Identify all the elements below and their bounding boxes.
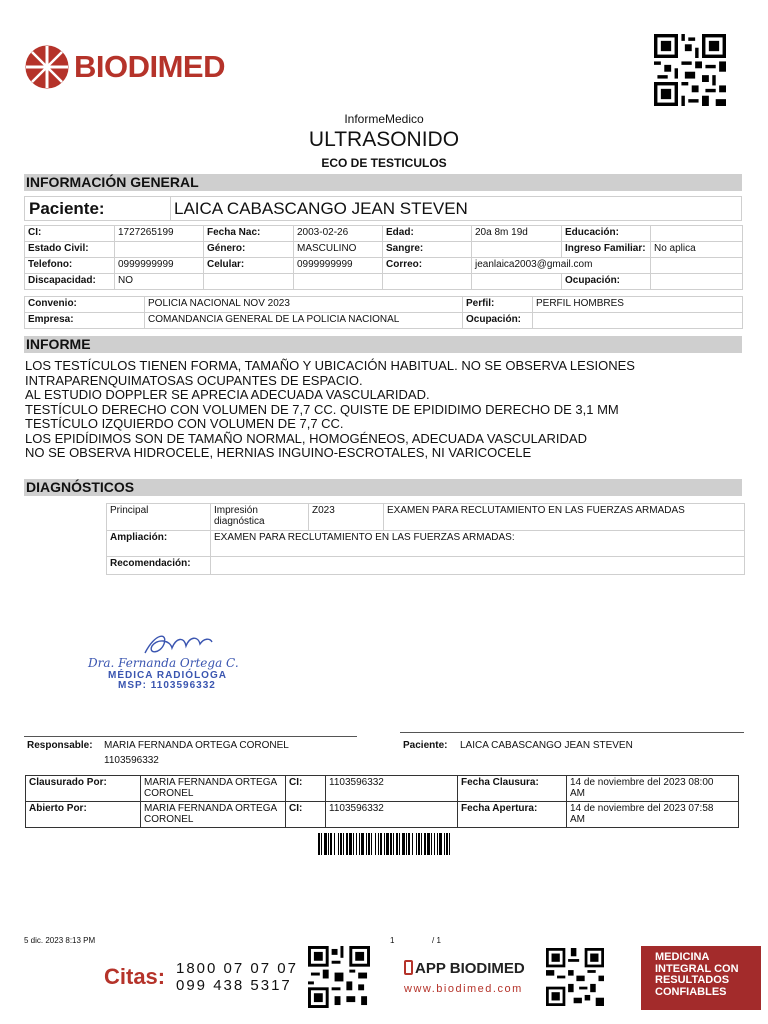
print-timestamp: 5 dic. 2023 8:13 PM (24, 936, 96, 945)
impression-line: Impresión (214, 505, 258, 516)
document-kind: InformeMedico (344, 112, 424, 126)
section-general-header: INFORMACIÓN GENERAL (24, 174, 742, 191)
website-url: www.biodimed.com (404, 983, 523, 995)
ocupacion-value (533, 313, 743, 329)
responsible-name: MARIA FERNANDA ORTEGA CORONEL (104, 740, 289, 751)
ci-value: 1727265199 (115, 226, 204, 242)
disability-value: NO (115, 274, 204, 290)
email-value: jeanlaica2003@gmail.com (472, 258, 651, 274)
responsible-id: 1103596332 (104, 755, 159, 766)
blood-value (472, 242, 562, 258)
closed-date (567, 776, 739, 802)
promo-line: CONFIABLES (655, 985, 727, 998)
opened-date-label: Fecha Apertura: (458, 802, 567, 828)
birth-label: Fecha Nac: (204, 226, 294, 242)
report-line: NO SE OBSERVA HIDROCELE, HERNIAS INGUINO-ESCROTALES, NI VARICOCELE (25, 445, 532, 460)
convenio-label: Convenio: (25, 297, 145, 313)
age-value: 20a 8m 19d (472, 226, 562, 242)
closed-date-label: Fecha Clausura: (458, 776, 567, 802)
barcode-icon (318, 833, 452, 855)
qr-code-icon (546, 948, 604, 1006)
signature-msp: MSP: 1103596332 (118, 680, 216, 691)
promo-line: RESULTADOS (655, 974, 730, 986)
citas-phone-2: 099 438 5317 (176, 977, 292, 994)
agreement-table (24, 296, 743, 329)
income-label: Ingreso Familiar: (562, 242, 651, 258)
disability-label: Discapacidad: (25, 274, 115, 290)
education-label: Educación: (562, 226, 651, 242)
closed-by-line: CORONEL (144, 788, 194, 799)
signature-line (400, 732, 744, 733)
empresa-value: COMANDANCIA GENERAL DE LA POLICIA NACIONAL (145, 313, 463, 329)
section-diagnosticos-header: DIAGNÓSTICOS (24, 479, 742, 496)
table-row (25, 258, 743, 274)
app-label-text: APP BIODIMED (415, 960, 525, 977)
empty-cell (294, 274, 383, 290)
responsible-label (27, 740, 93, 751)
promo-line: INTEGRAL CON (655, 962, 739, 975)
citas-phone-1: 1800 07 07 07 (176, 960, 298, 977)
citas-label: Citas: (104, 964, 166, 989)
table-row (25, 297, 743, 313)
document-title: ULTRASONIDO (308, 128, 460, 151)
recomendacion-label: Recomendación: (107, 557, 211, 575)
impression-line: diagnóstica (214, 516, 265, 527)
empty-cell (383, 274, 472, 290)
occupation-value (651, 274, 743, 290)
table-row (25, 313, 743, 329)
patient-label: Paciente: (29, 198, 105, 218)
closed-by-line: MARIA FERNANDA ORTEGA (144, 777, 278, 788)
closed-date-line: AM (570, 788, 585, 799)
closed-date-line: 14 de noviembre del 2023 08:00 (570, 777, 714, 788)
report-line: LOS EPIDÍDIMOS SON DE TAMAÑO NORMAL, HOMOGÉNEOS, ADECUADA VASCULARIDAD (25, 430, 587, 446)
phone-value: 0999999999 (115, 258, 204, 274)
table-row (25, 274, 743, 290)
phone-app-icon (404, 960, 413, 975)
biodimed-logo-icon (24, 44, 70, 90)
ci-label: CI: (25, 226, 115, 242)
report-body (25, 359, 745, 461)
ampliacion-value: EXAMEN PARA RECLUTAMIENTO EN LAS FUERZAS ARMADAS: (211, 531, 745, 557)
table-row (26, 802, 739, 828)
signature-title: MÉDICA RADIÓLOGA (108, 670, 227, 681)
opened-ci-label: CI: (286, 802, 326, 828)
signature-name: Dra. Fernanda Ortega C. (88, 656, 239, 670)
age-label: Edad: (383, 226, 472, 242)
opened-label: Abierto Por: (26, 802, 141, 828)
signature-line (24, 736, 357, 737)
page-current: 1 (390, 936, 395, 945)
opened-date-line: AM (570, 814, 585, 825)
footer-patient-label-text: Paciente: (403, 740, 448, 751)
diagnosis-description: EXAMEN PARA RECLUTAMIENTO EN LAS FUERZAS ARMADAS (384, 504, 745, 531)
table-row (107, 504, 745, 531)
opened-ci: 1103596332 (326, 802, 458, 828)
birth-value: 2003-02-26 (294, 226, 383, 242)
closed-label: Clausurado Por: (26, 776, 141, 802)
opened-by-line: CORONEL (144, 814, 194, 825)
cell-label: Celular: (204, 258, 294, 274)
education-value (651, 226, 743, 242)
opened-by (141, 802, 286, 828)
footer-patient-name: LAICA CABASCANGO JEAN STEVEN (460, 740, 633, 751)
report-line: LOS TESTÍCULOS TIENEN FORMA, TAMAÑO Y UBICACIÓN HABITUAL. NO SE OBSERVA LESIONES (25, 358, 635, 373)
app-label (404, 960, 525, 977)
empty-cell (472, 274, 562, 290)
page-total: / 1 (432, 936, 441, 945)
brand-logo (24, 44, 225, 90)
report-line: TESTÍCULO IZQUIERDO CON VOLUMEN DE 7,7 CC. (25, 416, 344, 431)
empty-cell (204, 274, 294, 290)
report-line: TESTÍCULO DERECHO CON VOLUMEN DE 7,7 CC. QUISTE DE EPIDIDIMO DERECHO DE 3,1 MM (25, 401, 619, 417)
table-row (25, 226, 743, 242)
ampliacion-label: Ampliación: (107, 531, 211, 557)
civil-value (115, 242, 204, 258)
patient-name-box (24, 196, 742, 221)
phone-label: Telefono: (25, 258, 115, 274)
gender-label: Género: (204, 242, 294, 258)
audit-table (25, 775, 739, 828)
convenio-value: POLICIA NACIONAL NOV 2023 (145, 297, 463, 313)
closed-by (141, 776, 286, 802)
patient-name: LAICA CABASCANGO JEAN STEVEN (170, 197, 741, 220)
blood-label: Sangre: (383, 242, 472, 258)
occupation-label: Ocupación: (562, 274, 651, 290)
table-row (25, 242, 743, 258)
responsible-label-text: Responsable: (27, 740, 93, 751)
cell-value: 0999999999 (294, 258, 383, 274)
gender-value: MASCULINO (294, 242, 383, 258)
section-informe-header: INFORME (24, 336, 742, 353)
table-row (107, 557, 745, 575)
closed-ci-label: CI: (286, 776, 326, 802)
diagnosis-type: Principal (107, 504, 211, 531)
patient-details-table (24, 225, 743, 290)
empresa-label: Empresa: (25, 313, 145, 329)
promo-line: MEDICINA (655, 951, 710, 963)
diagnosis-code: Z023 (309, 504, 384, 531)
report-line: AL ESTUDIO DOPPLER SE APRECIA ADECUADA VASCULARIDAD. (25, 387, 430, 402)
perfil-label: Perfil: (463, 297, 533, 313)
report-line: INTRAPARENQUIMATOSAS OCUPANTES DE ESPACIO. (25, 372, 363, 388)
footer-patient-label (403, 740, 447, 751)
opened-date-line: 14 de noviembre del 2023 07:58 (570, 803, 714, 814)
document-subtitle: ECO DE TESTICULOS (321, 156, 447, 170)
recomendacion-value (211, 557, 745, 575)
email-spacer (651, 258, 743, 274)
email-label: Correo: (383, 258, 472, 274)
diagnosis-table (106, 503, 745, 575)
closed-ci: 1103596332 (326, 776, 458, 802)
promo-banner (641, 946, 761, 1010)
opened-by-line: MARIA FERNANDA ORTEGA (144, 803, 278, 814)
diagnosis-impression (211, 504, 309, 531)
brand-name: BIODIMED (74, 49, 225, 84)
qr-code-icon (308, 946, 370, 1008)
income-value: No aplica (651, 242, 743, 258)
civil-label: Estado Civil: (25, 242, 115, 258)
table-row (26, 776, 739, 802)
ocupacion-label: Ocupación: (463, 313, 533, 329)
opened-date (567, 802, 739, 828)
qr-code-icon (654, 34, 726, 106)
perfil-value: PERFIL HOMBRES (533, 297, 743, 313)
table-row (107, 531, 745, 557)
